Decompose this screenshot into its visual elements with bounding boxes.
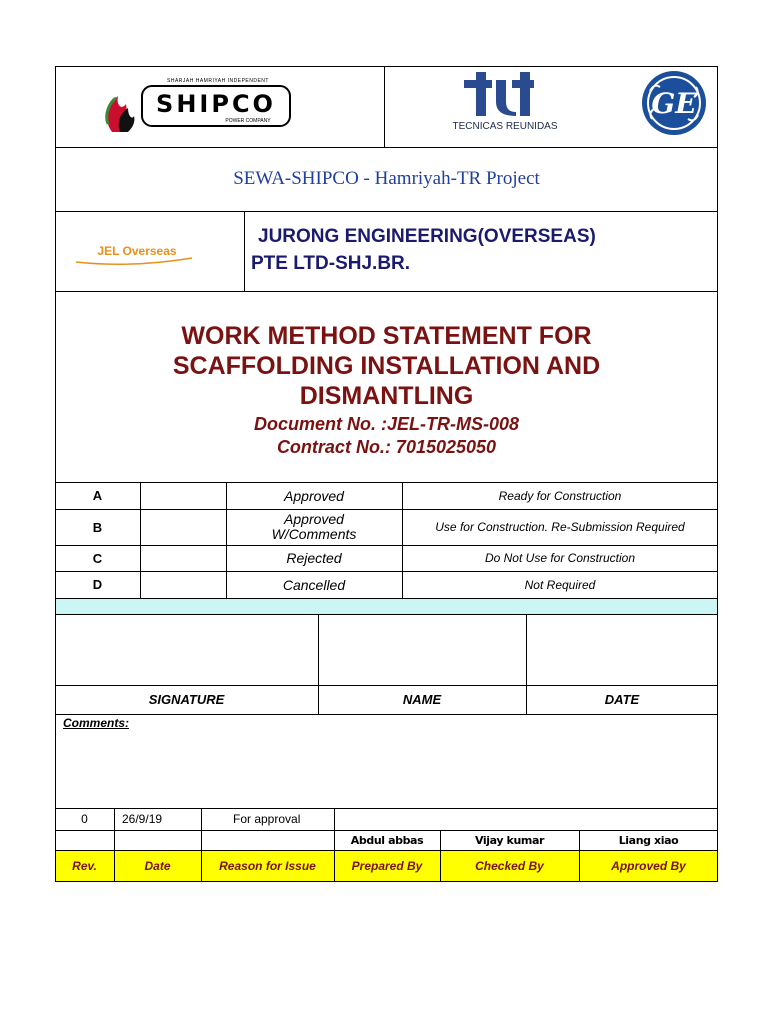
jel-name: JEL Overseas	[97, 244, 177, 258]
status-code-a: A	[92, 488, 103, 503]
date-box[interactable]	[527, 615, 717, 685]
footer-date: Date	[144, 859, 171, 873]
status-b-line2: W/Comments	[271, 526, 357, 542]
revision-date: 26/9/19	[122, 812, 163, 826]
footer-checked-by: Checked By	[475, 859, 544, 873]
name-header: NAME	[402, 692, 442, 707]
date-header: DATE	[604, 692, 640, 707]
footer-reason: Reason for Issue	[219, 859, 316, 873]
document-title-line3: DISMANTLING	[299, 382, 474, 410]
approved-by-name: Liang xiao	[618, 833, 679, 847]
company-name-line2: PTE LTD-SHJ.BR.	[251, 253, 411, 274]
shipco-tagline: SHARJAH HAMRIYAH INDEPENDENT	[167, 78, 269, 84]
footer-prepared-by: Prepared By	[351, 859, 423, 873]
name-box[interactable]	[319, 615, 526, 685]
status-meaning-b: Use for Construction. Re-Submission Required	[435, 520, 685, 534]
signature-box[interactable]	[56, 615, 318, 685]
prepared-by-name: Abdul abbas	[350, 833, 424, 847]
shipco-name: SHIPCO	[156, 90, 276, 118]
document-title-line1: WORK METHOD STATEMENT FOR	[181, 322, 592, 350]
comments-label: Comments:	[63, 716, 130, 730]
status-approved-comments	[226, 509, 402, 545]
tecnicas-reunidas-logo	[440, 66, 570, 136]
status-cancelled: Cancelled	[282, 576, 346, 593]
status-code-d: D	[92, 577, 103, 592]
shipco-sub: POWER COMPANY	[225, 118, 271, 124]
status-approved: Approved	[284, 487, 344, 504]
project-title: SEWA-SHIPCO - Hamriyah-TR Project	[233, 168, 540, 189]
status-code-c: C	[92, 550, 103, 566]
revision-number: 0	[81, 812, 88, 826]
ge-logo	[638, 69, 710, 137]
status-meaning-c: Do Not Use for Construction	[484, 551, 636, 565]
contract-number: Contract No.: 7015025050	[276, 437, 497, 457]
tr-mark-icon	[440, 66, 570, 122]
checked-by-name: Vijay kumar	[474, 833, 544, 847]
ge-mark: GE	[651, 87, 697, 120]
status-b-line1: Approved	[284, 511, 344, 527]
status-meaning-d: Not Required	[524, 577, 596, 592]
status-rejected: Rejected	[286, 550, 342, 566]
document-title	[55, 321, 718, 411]
separator-band	[56, 599, 717, 614]
company-name-line1: JURONG ENGINEERING(OVERSEAS)	[258, 226, 596, 247]
tr-name: TECNICAS REUNIDAS	[452, 121, 558, 132]
comments-area[interactable]	[56, 734, 717, 807]
footer-rev: Rev.	[72, 859, 97, 873]
status-code-b: B	[92, 519, 103, 535]
footer-approved-by: Approved By	[611, 859, 686, 873]
status-meaning-a: Ready for Construction	[498, 488, 622, 503]
revision-reason: For approval	[233, 812, 301, 826]
signature-header: SIGNATURE	[148, 692, 225, 707]
shipco-logo	[98, 74, 298, 136]
document-number: Document No. :JEL-TR-MS-008	[253, 414, 520, 434]
jel-overseas-logo	[72, 238, 202, 268]
document-title-line2: SCAFFOLDING INSTALLATION AND	[172, 352, 601, 380]
